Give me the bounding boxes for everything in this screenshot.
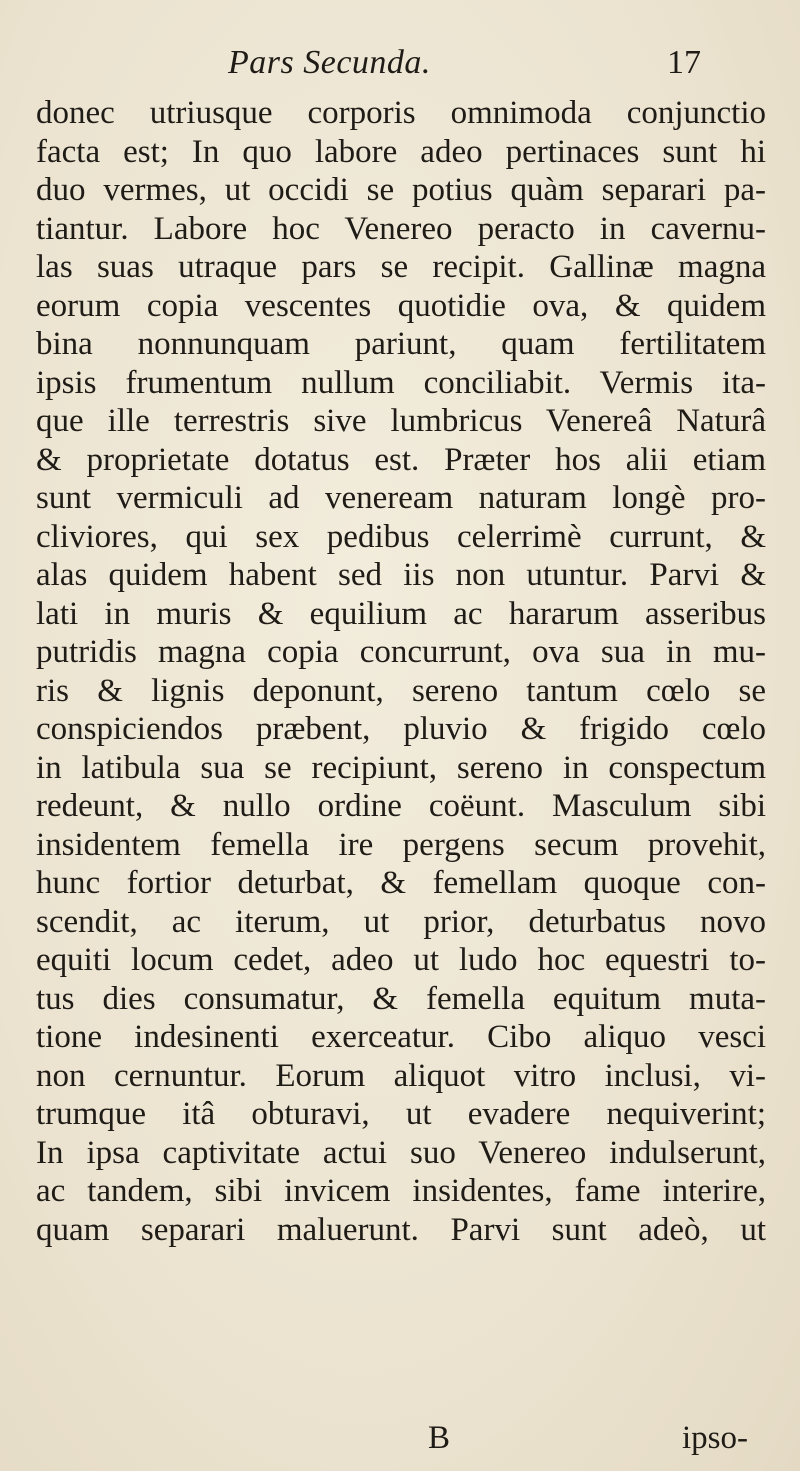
text-line: lati in muris & equilium ac hararum asseribus <box>36 595 766 632</box>
text-line: ris & lignis deponunt, sereno tantum cœlo se <box>36 672 766 709</box>
signature-mark: B <box>428 1420 451 1456</box>
text-line: conspiciendos præbent, pluvio & frigido cœlo <box>36 711 766 747</box>
text-line: putridis magna copia concurrunt, ova sua in mu- <box>36 634 766 670</box>
text-line: cliviores, qui sex pedibus celerrimè currunt, & <box>36 518 766 555</box>
page-header <box>0 44 800 88</box>
text-line: las suas utraque pars se recipit. Gallinæ magna <box>36 249 766 285</box>
text-line: insidentem femella ire pergens secum provehit, <box>36 826 766 863</box>
text-line: scendit, ac iterum, ut prior, deturbatus novo <box>36 903 766 940</box>
running-title: Pars Secunda. <box>228 44 431 81</box>
text-line: donec utriusque corporis omnimoda conjunctio <box>36 95 766 131</box>
text-line: ac tandem, sibi invicem insidentes, fame interire, <box>36 1173 766 1209</box>
body-text <box>36 94 766 1249</box>
text-line: tiantur. Labore hoc Venereo peracto in cavernu- <box>36 210 766 247</box>
text-line: tione indesinenti exerceatur. Cibo aliquo vesci <box>36 1019 766 1055</box>
text-line: quam separari maluerunt. Parvi sunt adeò, ut <box>36 1211 766 1248</box>
text-line: bina nonnunquam pariunt, quam fertilitatem <box>36 326 766 362</box>
text-line: facta est; In quo labore adeo pertinaces sunt hi <box>36 133 766 170</box>
text-line: tus dies consumatur, & femella equitum muta- <box>36 980 766 1017</box>
text-line: & proprietate dotatus est. Præter hos alii etiam <box>36 441 766 478</box>
catchword: ipso- <box>682 1420 748 1456</box>
text-line: hunc fortior deturbat, & femellam quoque con- <box>36 865 766 901</box>
text-line: eorum copia vescentes quotidie ova, & quidem <box>36 287 766 324</box>
text-line: que ille terrestris sive lumbricus Venereâ Naturâ <box>36 403 766 439</box>
page-number: 17 <box>667 44 701 81</box>
text-line: trumque itâ obturavi, ut evadere nequiverint; <box>36 1096 766 1132</box>
text-line: sunt vermiculi ad veneream naturam longè pro- <box>36 480 766 516</box>
page-footer <box>0 1420 800 1460</box>
text-line: alas quidem habent sed iis non utuntur. Parvi & <box>36 557 766 593</box>
text-line: equiti locum cedet, adeo ut ludo hoc equestri to- <box>36 942 766 978</box>
text-line: In ipsa captivitate actui suo Venereo indulserunt, <box>36 1134 766 1171</box>
text-line: duo vermes, ut occidi se potius quàm separari pa- <box>36 172 766 208</box>
text-line: non cernuntur. Eorum aliquot vitro inclusi, vi- <box>36 1057 766 1094</box>
text-line: ipsis frumentum nullum conciliabit. Vermis ita- <box>36 364 766 401</box>
text-line: redeunt, & nullo ordine coëunt. Masculum sibi <box>36 788 766 824</box>
text-line: in latibula sua se recipiunt, sereno in conspectum <box>36 749 766 786</box>
